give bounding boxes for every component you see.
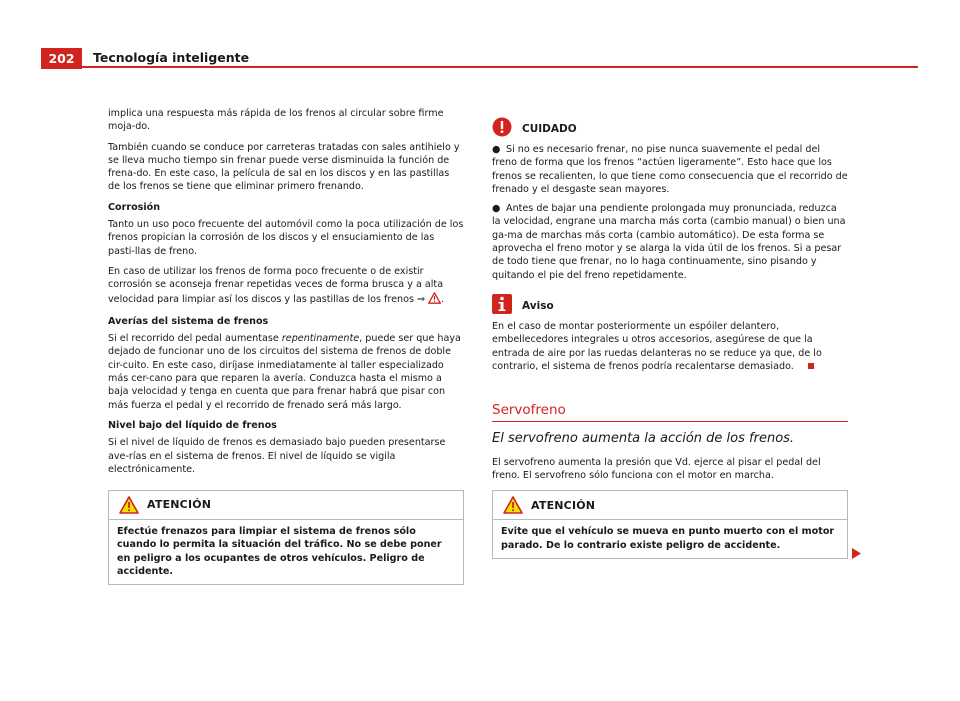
bullet-item [492,202,848,282]
attention-label: ATENCIÓN [147,498,212,512]
info-icon [492,294,512,314]
note-body: En el caso de montar posteriormente un espóiler delantero, embellecedores integrales u otros accesorios, asegúrese de que la entrada de aire por las ruedas delanteras no se reduce ya que, de lo contrario, el sistema de frenos podría recalentarse demasiado. [492,320,822,372]
paragraph [108,332,464,412]
chapter-title: Tecnología inteligente [93,50,250,65]
section-subtitle: El servofreno aumenta la acción de los frenos. [492,431,795,447]
caution-icon [492,117,512,137]
paragraph: También cuando se conduce por carreteras tratadas con sales antihielo y se lleva mucho tiempo sin frenar puede verse disminuida la función de frena-do. En este caso, la película de sal en los discos y en las pastillas de los frenos se tiene que eliminar primero frenando. [108,141,460,193]
caution-label: CUIDADO [522,122,577,135]
attention-box [108,490,464,585]
attention-header [109,491,463,520]
section-text: El servofreno aumenta la presión que Vd. ejerce al pisar el pedal del freno. El servofreno sólo funciona con el motor en marcha. [492,456,821,482]
attention-text: Evite que el vehículo se mueva en punto muerto con el motor parado. De lo contrario existe peligro de accidente. [501,526,835,551]
paragraph-end: . [441,293,445,305]
warning-icon [119,496,139,514]
warning-reference-icon[interactable] [428,292,441,308]
warning-icon [503,496,523,514]
right-column [492,117,848,559]
paragraph: Tanto un uso poco frecuente del automóvil como la poca utilización de los frenos propician la corrosión de los discos y el ensuciamiento de las pasti-llas de freno. [108,219,464,257]
paragraph [108,265,464,308]
attention-label: ATENCIÓN [531,498,596,512]
header-rule [82,66,918,68]
emphasis: repentinamente [281,333,360,345]
left-column [108,107,464,585]
bullet-text: Si no es necesario frenar, no pise nunca suavemente el pedal del freno de forma que los frenos “actúen ligeramente”. Esto hace que los frenos se recalienten, lo que tiene como consecuencia que el recorrido de frenado y el desgaste sean mayores. [492,144,848,195]
bullet-item [492,143,848,196]
bullet-icon: ● [492,144,501,155]
attention-header [493,491,847,520]
section-title: Servofreno [492,402,566,419]
note-label: Aviso [522,299,554,312]
text-run: , puede ser que haya dejado de funcionar uno de los circuitos del sistema de frenos de doble cir-cuito. En este caso, diríjase inmediatamente al taller especializado más cer-cano para que reparen la avería. Conduzca hasta el mismo a baja velocidad y tenga en cuenta que para frenar habrá que pisar con más fuerza el pedal y el recorrido de frenado será más largo. [108,333,461,411]
note-header [492,294,848,314]
end-marker-icon [808,363,814,369]
caution-header [492,117,848,137]
paragraph-text: En caso de utilizar los frenos de forma poco frecuente o de existir corrosión se aconseja frenar repetidas veces de forma brusca y a alta velocidad para limpiar así los discos y las pastillas de los frenos ⇒ [108,265,444,305]
bullet-icon: ● [492,203,501,215]
heading-averias: Averías del sistema de frenos [108,315,269,327]
page-number: 202 [41,48,82,69]
bullet-text: Antes de bajar una pendiente prolongada muy pronunciada, reduzca la velocidad, engrane una marcha más corta (cambio manual) o bien una ga-ma de marchas más corta (cambio automático). De esta forma se aprovecha el freno motor y se alarga la vida útil de los frenos. Si a pesar de todo tiene que frenar, no lo haga continuamente, sino pisando y quitando el pie del freno repetidamente. [492,203,846,281]
heading-nivel: Nivel bajo del líquido de frenos [108,419,277,431]
paragraph: Si el nivel de líquido de frenos es demasiado bajo pueden presentarse ave-rías en el sistema de frenos. El nivel de líquido se vigila electrónicamente. [108,437,446,475]
text-run: Si el recorrido del pedal aumentase [108,333,282,345]
heading-corrosion: Corrosión [108,201,161,213]
section-rule [492,421,848,422]
paragraph: implica una respuesta más rápida de los frenos al circular sobre firme moja-do. [108,108,444,133]
note-text [492,320,848,373]
attention-box [492,490,848,558]
attention-text: Efectúe frenazos para limpiar el sistema de frenos sólo cuando lo permita la situación del tráfico. No se debe poner en peligro a los ocupantes de otros vehículos. Peligro de accidente. [117,526,442,577]
continue-arrow-icon[interactable] [852,548,861,559]
